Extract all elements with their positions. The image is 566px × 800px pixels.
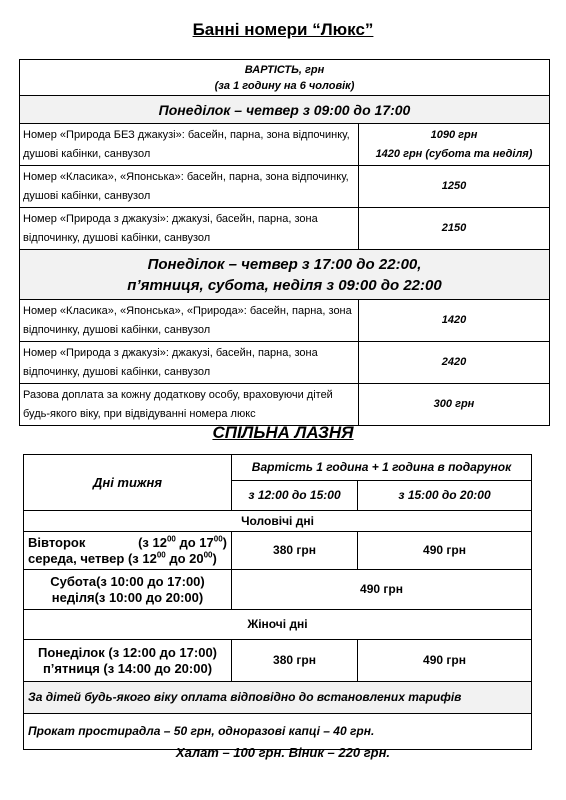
saturday-line: Субота(з 10:00 до 17:00) (50, 573, 205, 589)
men-price-1: 380 грн (232, 532, 358, 570)
room-desc: Номер «Природа БЕЗ джакузі»: басейн, парна, зона відпочинку, душові кабінки, санвузол (20, 124, 359, 166)
wt-time-start: (з 12 (127, 550, 157, 566)
wt-close: ) (212, 550, 217, 566)
tue-sup-2: 00 (213, 534, 223, 544)
section-weekday-day: Понеділок – четвер з 09:00 до 17:00 (20, 96, 550, 124)
common-bath-table (23, 454, 532, 750)
section-line2: п’ятниця, субота, неділя з 09:00 до 22:00 (127, 276, 442, 294)
kids-note: За дітей будь-якого віку оплата відповідно до встановлених тарифів (24, 682, 532, 714)
wed-thu-label: середа, четвер (28, 550, 125, 566)
wt-sup-2: 00 (203, 550, 213, 560)
room-price-weekend: 1420 грн (субота та неділя) (375, 147, 533, 160)
footer-note: Халат – 100 грн. Віник – 220 грн. (175, 745, 391, 760)
tue-line (28, 535, 227, 551)
women-price-1: 380 грн (232, 640, 358, 682)
page-title: Банні номери “Люкс” (192, 20, 374, 39)
room-desc: Номер «Природа з джакузі»: джакузі, басейн, парна, зона відпочинку, душові кабінки, санвузол (20, 342, 359, 384)
wed-thu-time (128, 551, 217, 566)
extra-person-desc: Разова доплата за кожну додаткову особу, враховуючи дітей будь-якого віку, при відвідуванні номера люкс (20, 384, 359, 426)
friday-line: п’ятниця (з 14:00 до 20:00) (42, 660, 213, 676)
rental-note: Прокат простирадла – 50 грн, одноразові капці – 40 грн. (24, 714, 532, 750)
room-price: 2150 (359, 208, 550, 250)
wt-time-end: до 20 (165, 550, 204, 566)
women-price-2: 490 грн (358, 640, 532, 682)
time-col-2: з 15:00 до 20:00 (358, 481, 532, 511)
lux-header (20, 60, 550, 96)
weekend-price: 490 грн (232, 570, 532, 610)
days-header: Дні тижня (24, 455, 232, 511)
room-price: 2420 (359, 342, 550, 384)
room-price: 1420 (359, 300, 550, 342)
room-desc: Номер «Класика», «Японська», «Природа»: басейн, парна, зона відпочинку, душові кабінки, санвузол (20, 300, 359, 342)
room-desc: Номер «Природа з джакузі»: джакузі, басейн, парна, зона відпочинку, душові кабінки, санвузол (20, 208, 359, 250)
lux-header-line1: ВАРТІСТЬ, грн (244, 63, 325, 76)
room-price (359, 124, 550, 166)
section-evening-weekend (20, 250, 550, 300)
time-col-1: з 12:00 до 15:00 (232, 481, 358, 511)
women-days-schedule (24, 640, 232, 682)
wed-thu-line (28, 551, 227, 567)
room-desc: Номер «Класика», «Японська»: басейн, парна, зона відпочинку, душові кабінки, санвузол (20, 166, 359, 208)
tue-sup-1: 00 (166, 534, 176, 544)
sunday-line: неділя(з 10:00 до 20:00) (51, 589, 204, 605)
tue-time (138, 535, 227, 551)
tue-close: ) (222, 534, 227, 550)
extra-person-price: 300 грн (359, 384, 550, 426)
monday-line: Понеділок (з 12:00 до 17:00) (37, 644, 218, 660)
wt-sup-1: 00 (156, 550, 166, 560)
men-days-header: Чоловічі дні (24, 511, 532, 532)
lux-price-table (19, 59, 550, 426)
lux-header-line2: (за 1 годину на 6 чоловік) (214, 79, 355, 92)
room-price-weekday: 1090 грн (430, 128, 478, 141)
common-bath-title: СПІЛЬНА ЛАЗНЯ (212, 423, 354, 442)
room-price: 1250 (359, 166, 550, 208)
cost-header: Вартість 1 година + 1 година в подарунок (232, 455, 532, 481)
men-price-2: 490 грн (358, 532, 532, 570)
women-days-header: Жіночі дні (24, 610, 532, 640)
tue-label: Вівторок (28, 534, 86, 550)
weekend-schedule (24, 570, 232, 610)
tue-time-end: до 17 (175, 534, 214, 550)
men-days-schedule (24, 532, 232, 570)
section-line1: Понеділок – четвер з 17:00 до 22:00, (147, 255, 422, 273)
tue-time-start: (з 12 (138, 534, 167, 550)
